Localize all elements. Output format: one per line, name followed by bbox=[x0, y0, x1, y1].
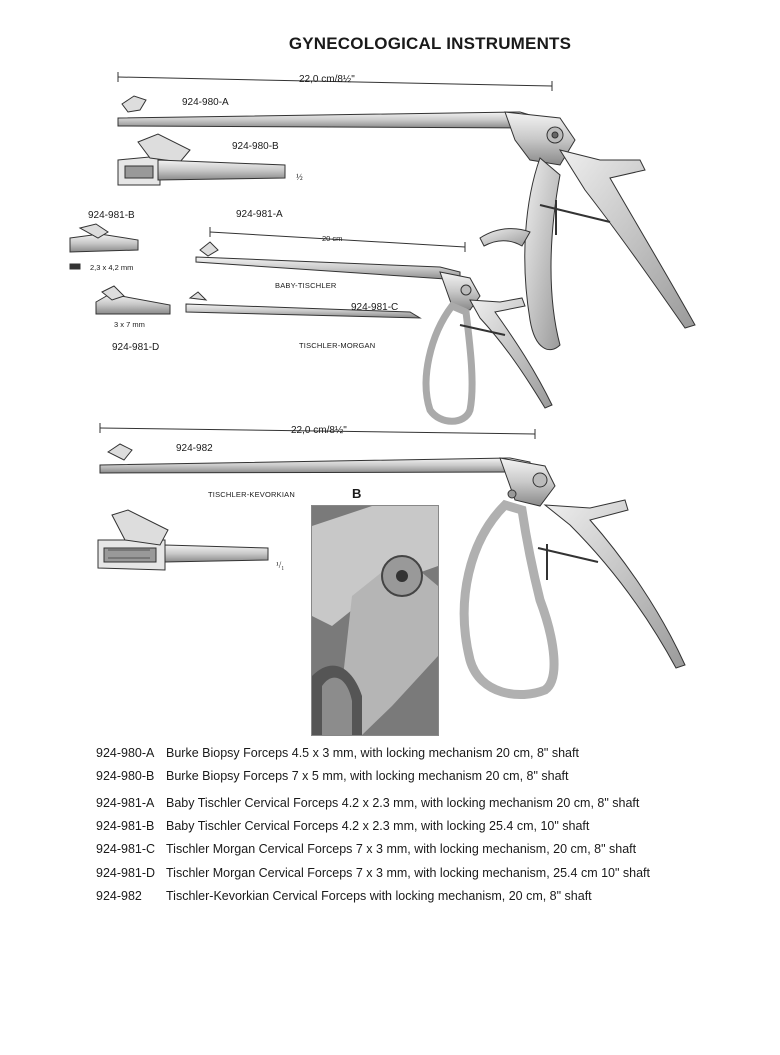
scale-label-half: ½ bbox=[296, 172, 303, 182]
catalog-row bbox=[96, 791, 736, 814]
scale-label-one: ¹/₁ bbox=[276, 560, 285, 570]
jaw-detail-924-982 bbox=[98, 510, 268, 570]
catalog-code: 924-982 bbox=[96, 888, 142, 903]
catalog-description: Baby Tischler Cervical Forceps 4.2 x 2.3 mm, with locking mechanism 20 cm, 8" shaft bbox=[166, 795, 640, 810]
instrument-924-981-a bbox=[186, 227, 552, 421]
catalog-code: 924-981-C bbox=[96, 842, 156, 857]
catalog-code: 924-981-B bbox=[96, 819, 155, 834]
detail-badge-b: B bbox=[352, 486, 362, 501]
name-label-tischler-kevorkian: TISCHLER-KEVORKIAN bbox=[208, 490, 295, 499]
catalog-code: 924-981-D bbox=[96, 865, 156, 880]
catalog-row bbox=[96, 815, 736, 838]
catalog-list bbox=[96, 741, 736, 907]
dimension-label-bottom: 22,0 cm/8½" bbox=[291, 425, 347, 436]
catalog-description: Baby Tischler Cervical Forceps 4.2 x 2.3 mm, with locking 25.4 cm, 10" shaft bbox=[166, 819, 590, 834]
jaw-detail-924-981-d bbox=[96, 286, 170, 314]
catalog-row bbox=[96, 764, 736, 787]
dimension-label-mid: 20 cm bbox=[322, 234, 343, 243]
catalog-description: Burke Biopsy Forceps 4.5 x 3 mm, with locking mechanism 20 cm, 8" shaft bbox=[166, 745, 579, 760]
mechanism-closeup-photo bbox=[311, 505, 439, 736]
catalog-row bbox=[96, 838, 736, 861]
label-924-982: 924-982 bbox=[176, 443, 213, 454]
label-924-981-d: 924-981-D bbox=[112, 342, 160, 353]
name-label-baby-tischler: BABY-TISCHLER bbox=[275, 281, 337, 290]
catalog-description: Burke Biopsy Forceps 7 x 5 mm, with locking mechanism 20 cm, 8" shaft bbox=[166, 768, 569, 783]
label-924-980-b: 924-980-B bbox=[232, 141, 279, 152]
catalog-code: 924-980-B bbox=[96, 768, 155, 783]
catalog-row bbox=[96, 741, 736, 764]
size-label-3x7: 3 x 7 mm bbox=[114, 320, 145, 329]
catalog-row bbox=[96, 884, 736, 907]
label-924-980-a: 924-980-A bbox=[182, 97, 229, 108]
catalog-code: 924-981-A bbox=[96, 795, 155, 810]
catalog-description: Tischler Morgan Cervical Forceps 7 x 3 mm, with locking mechanism, 20 cm, 8" shaft bbox=[166, 842, 637, 857]
label-924-981-a: 924-981-A bbox=[236, 209, 283, 220]
page-title: GYNECOLOGICAL INSTRUMENTS bbox=[288, 34, 572, 53]
label-924-981-b: 924-981-B bbox=[88, 210, 135, 221]
mechanism-closeup-image bbox=[312, 506, 438, 735]
label-924-981-c: 924-981-C bbox=[351, 302, 399, 313]
catalog-row bbox=[96, 861, 736, 884]
catalog-description: Tischler Morgan Cervical Forceps 7 x 3 mm, with locking mechanism, 25.4 cm 10" shaft bbox=[166, 865, 651, 880]
catalog-description: Tischler-Kevorkian Cervical Forceps with locking mechanism, 20 cm, 8" shaft bbox=[166, 888, 592, 903]
size-label-2-3x4-2: 2,3 x 4,2 mm bbox=[90, 263, 134, 272]
name-label-tischler-morgan: TISCHLER-MORGAN bbox=[299, 341, 376, 350]
dimension-label-top: 22,0 cm/8½" bbox=[299, 74, 355, 85]
catalog-code: 924-980-A bbox=[96, 745, 155, 760]
